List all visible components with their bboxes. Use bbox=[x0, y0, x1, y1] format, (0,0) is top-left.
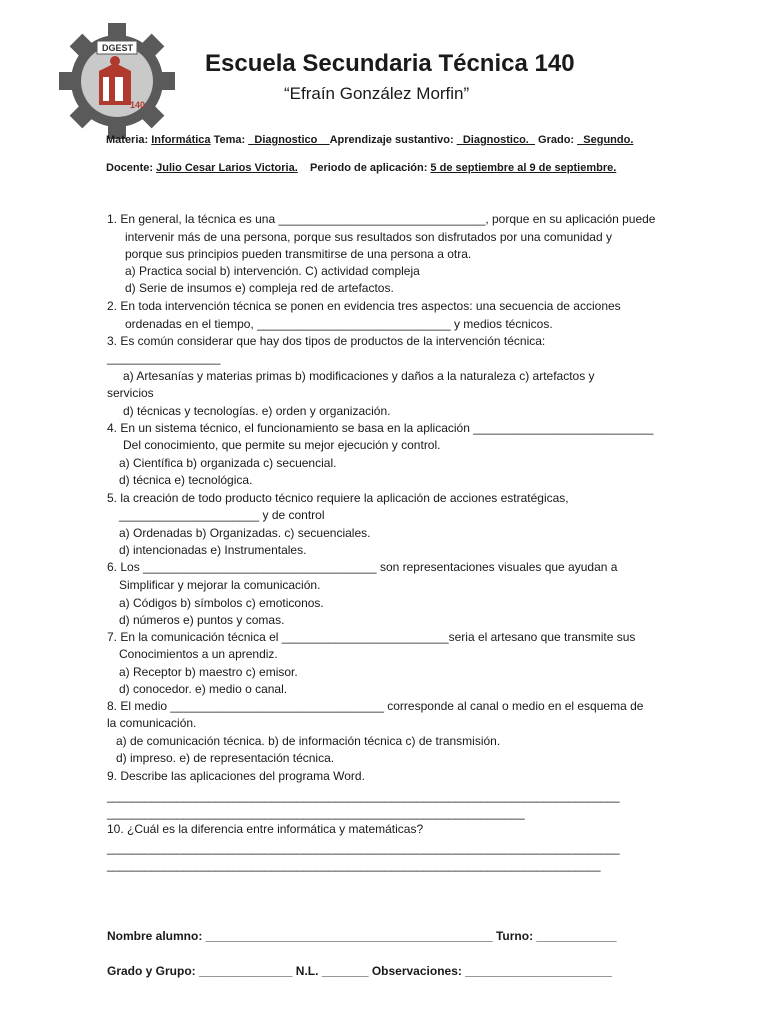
answer-options: a) Códigos b) símbolos c) emoticonos. bbox=[119, 596, 324, 610]
question-line: 1. En general, la técnica es una _______________________________, porque en su aplicación puede bbox=[107, 212, 656, 226]
question-line: 5. la creación de todo producto técnico requiere la aplicación de acciones estratégicas, bbox=[107, 491, 569, 505]
materia-value: Informática bbox=[151, 134, 211, 146]
question-line: Conocimientos a un aprendiz. bbox=[119, 647, 278, 661]
materia-label: Materia: bbox=[106, 134, 149, 146]
answer-blank: _____________________ y de control bbox=[119, 508, 325, 522]
answer-options: d) Serie de insumos e) compleja red de artefactos. bbox=[125, 281, 394, 295]
question-line: 9. Describe las aplicaciones del programa Word. bbox=[107, 769, 365, 783]
aprendizaje-label: Aprendizaje sustantivo: bbox=[329, 134, 454, 146]
question-line: Del conocimiento, que permite su mejor ejecución y control. bbox=[123, 438, 441, 452]
grado-value: _Segundo. bbox=[577, 134, 634, 146]
question-line: 6. Los ___________________________________ son representaciones visuales que ayudan a bbox=[107, 560, 618, 574]
question-line: 10. ¿Cuál es la diferencia entre informática y matemáticas? bbox=[107, 822, 424, 836]
answer-options: servicios bbox=[107, 386, 154, 400]
answer-options: d) técnicas y tecnologías. e) orden y organización. bbox=[123, 404, 391, 418]
question-line: 4. En un sistema técnico, el funcionamiento se basa en la aplicación ___________________________ bbox=[107, 421, 654, 435]
answer-options: d) conocedor. e) medio o canal. bbox=[119, 682, 288, 696]
gear-emblem-icon bbox=[58, 22, 176, 140]
question-line: porque sus principios pueden transmitirse de una persona a otra. bbox=[125, 247, 472, 261]
logo-number-text: 140 bbox=[130, 100, 146, 110]
school-motto: “Efraín González Morfin” bbox=[284, 84, 470, 103]
question-line: 2. En toda intervención técnica se ponen en evidencia tres aspectos: una secuencia de acciones bbox=[107, 299, 621, 313]
answer-line: ______________________________________________________________________________ bbox=[107, 858, 601, 872]
periodo-value: 5 de septiembre al 9 de septiembre. bbox=[430, 162, 617, 174]
answer-options: d) impreso. e) de representación técnica. bbox=[116, 751, 335, 765]
answer-options: d) técnica e) tecnológica. bbox=[119, 473, 253, 487]
answer-options: d) números e) puntos y comas. bbox=[119, 613, 285, 627]
question-line: 3. Es común considerar que hay dos tipos de productos de la intervención técnica: bbox=[107, 334, 546, 348]
answer-options: d) intencionadas e) Instrumentales. bbox=[119, 543, 307, 557]
answer-line: __________________________________________________________________ bbox=[107, 806, 525, 820]
periodo-label: Periodo de aplicación: bbox=[310, 162, 428, 174]
teacher-info-row bbox=[106, 162, 616, 174]
answer-options: a) Ordenadas b) Organizadas. c) secuenciales. bbox=[119, 526, 371, 540]
group-row: Grado y Grupo: ______________ N.L. _______ Observaciones: ______________________ bbox=[107, 964, 613, 978]
answer-line: _________________________________________________________________________________ bbox=[107, 841, 620, 855]
answer-options: a) Artesanías y materias primas b) modificaciones y daños a la naturaleza c) artefactos y bbox=[123, 369, 595, 383]
student-name-row: Nombre alumno: ___________________________________________ Turno: ____________ bbox=[107, 929, 617, 943]
logo-badge-text: DGEST bbox=[102, 43, 134, 53]
question-line: intervenir más de una persona, porque sus resultados son disfrutados por una comunidad y bbox=[125, 230, 612, 244]
answer-options: a) de comunicación técnica. b) de información técnica c) de transmisión. bbox=[116, 734, 501, 748]
aprendizaje-value: _Diagnostico._ bbox=[456, 134, 535, 146]
tema-label: Tema: bbox=[213, 134, 246, 146]
docente-value: Julio Cesar Larios Victoria. bbox=[156, 162, 298, 174]
answer-options: a) Practica social b) intervención. C) actividad compleja bbox=[125, 264, 420, 278]
question-line: Simplificar y mejorar la comunicación. bbox=[119, 578, 321, 592]
docente-label: Docente: bbox=[106, 162, 154, 174]
grado-label: Grado: bbox=[538, 134, 575, 146]
question-line: ordenadas en el tiempo, _____________________________ y medios técnicos. bbox=[125, 317, 553, 331]
tema-value: _Diagnostico__ bbox=[248, 134, 330, 146]
answer-options: a) Receptor b) maestro c) emisor. bbox=[119, 665, 298, 679]
question-line: 8. El medio ________________________________ corresponde al canal o medio en el esquema de bbox=[107, 699, 644, 713]
subject-info-row bbox=[106, 134, 633, 146]
answer-options: a) Científica b) organizada c) secuencial. bbox=[119, 456, 337, 470]
answer-blank: _________________ bbox=[107, 351, 221, 365]
school-name: Escuela Secundaria Técnica 140 bbox=[205, 50, 575, 77]
school-logo bbox=[58, 22, 176, 140]
answer-line: _________________________________________________________________________________ bbox=[107, 789, 620, 803]
question-line: 7. En la comunicación técnica el _________________________seria el artesano que transmite sus bbox=[107, 630, 636, 644]
question-line: la comunicación. bbox=[107, 716, 197, 730]
